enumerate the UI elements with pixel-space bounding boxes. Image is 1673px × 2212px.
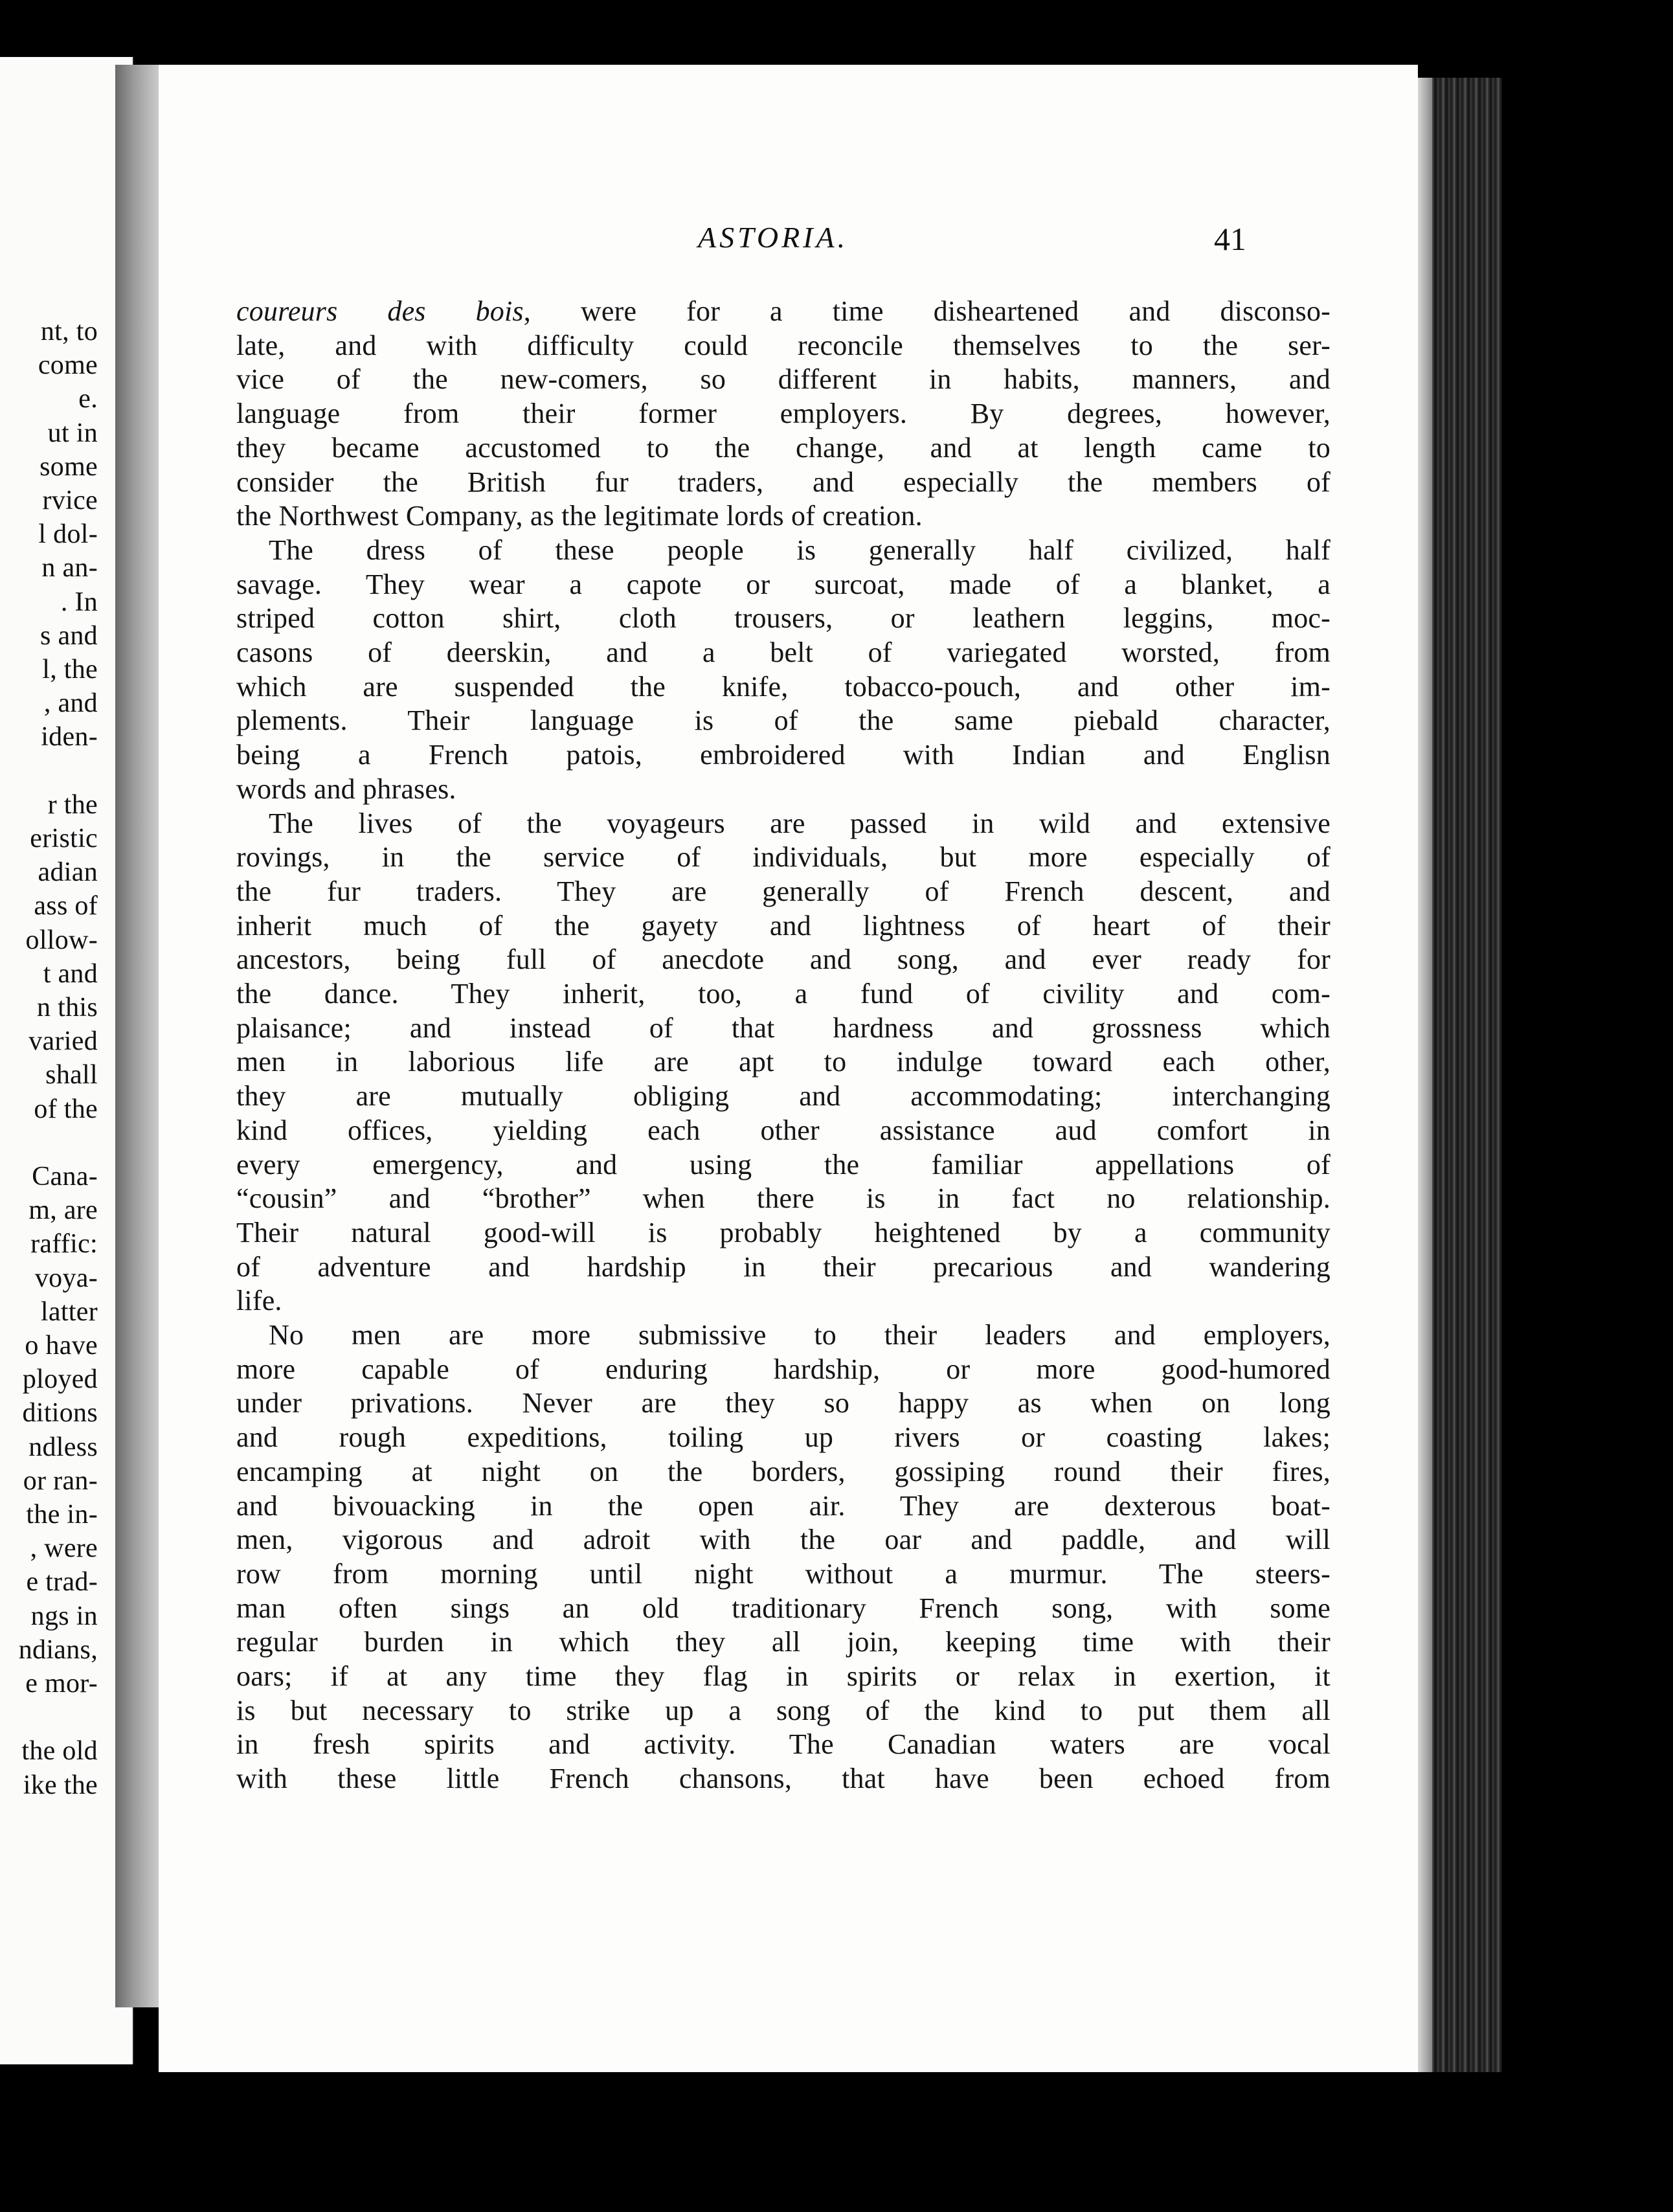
text-line: and bivouacking in the open air. They are dexterous boat-	[236, 1489, 1331, 1522]
text-line: which are suspended the knife, tobacco-pouch, and other im-	[236, 670, 1331, 703]
text-line: vice of the new-comers, so different in habits, manners, and	[236, 363, 1331, 396]
page-gutter-shadow	[115, 65, 161, 2007]
text-line: with these little French chansons, that have been echoed from	[236, 1763, 1331, 1795]
running-head	[236, 220, 1246, 272]
text-line: consider the British fur traders, and especially the members of	[236, 466, 1331, 498]
previous-page-line: e trad-	[26, 1567, 98, 1597]
previous-page-line: n this	[37, 993, 98, 1022]
previous-page	[0, 57, 134, 2064]
page-number: 41	[1214, 221, 1246, 257]
text-line: plements. Their language is of the same piebald character,	[236, 705, 1331, 737]
text-line: they are mutually obliging and accommodating; interchanging	[236, 1080, 1331, 1112]
previous-page-line: shall	[45, 1060, 98, 1090]
previous-page-line: or ran-	[23, 1465, 98, 1496]
book-page	[159, 65, 1418, 2072]
text-line: words and phrases.	[236, 773, 456, 805]
text-line: men in laborious life are apt to indulge toward each other,	[236, 1046, 1331, 1078]
text-line: under privations. Never are they so happy as when on long	[236, 1387, 1331, 1419]
previous-page-line: , were	[30, 1533, 98, 1564]
previous-page-line: o have	[25, 1331, 98, 1360]
previous-page-line: varied	[28, 1026, 98, 1057]
text-line: more capable of enduring hardship, or more good-humored	[236, 1353, 1331, 1385]
text-line: striped cotton shirt, cloth trousers, or leathern leggins, moc-	[236, 602, 1331, 635]
previous-page-line: iden-	[41, 722, 98, 752]
text-line: being a French patois, embroidered with Indian and Englisn	[236, 739, 1331, 771]
text-line: man often sings an old traditionary French song, with some	[236, 1592, 1331, 1624]
page-edge-highlight	[1418, 78, 1432, 2072]
text-line: rovings, in the service of individuals, but more especially of	[236, 841, 1331, 874]
text-line: The lives of the voyageurs are passed in wild and extensive	[269, 807, 1331, 839]
text-line: coureurs des bois, were for a time disheartened and disconso-	[236, 295, 1331, 327]
previous-page-line: e.	[78, 384, 98, 414]
text-line: kind offices, yielding each other assistance aud comfort in	[236, 1114, 1331, 1146]
text-line: “cousin” and “brother” when there is in fact no relationship.	[236, 1182, 1331, 1215]
previous-page-line: come	[38, 350, 98, 381]
previous-page-line: of the	[34, 1094, 98, 1124]
previous-page-line: ndless	[28, 1432, 98, 1462]
text-line: savage. They wear a capote or surcoat, made of a blanket, a	[236, 568, 1331, 600]
text-line: in fresh spirits and activity. The Canadian waters are vocal	[236, 1728, 1331, 1761]
previous-page-line: l dol-	[38, 519, 98, 550]
text-line: life.	[236, 1285, 282, 1317]
running-title: ASTORIA.	[698, 221, 849, 254]
previous-page-line: ike the	[23, 1770, 98, 1800]
previous-page-line: n an-	[41, 553, 98, 583]
previous-page-line: ass of	[34, 891, 98, 921]
text-line: of adventure and hardship in their precarious and wandering	[236, 1250, 1331, 1283]
text-line: language from their former employers. By degrees, however,	[236, 398, 1331, 430]
text-line: they became accustomed to the change, and at length came to	[236, 431, 1331, 464]
previous-page-line: the old	[21, 1736, 98, 1766]
previous-page-line: ut in	[47, 418, 98, 448]
previous-page-text	[0, 57, 133, 2064]
previous-page-line: r the	[47, 789, 98, 820]
previous-page-line: Cana-	[32, 1162, 98, 1191]
previous-page-line: some	[39, 451, 98, 482]
previous-page-line: adian	[38, 857, 98, 888]
previous-page-line: t and	[43, 958, 98, 989]
text-line: the Northwest Company, as the legitimate lords of creation.	[236, 500, 923, 532]
text-line: the dance. They inherit, too, a fund of civility and com-	[236, 978, 1331, 1010]
previous-page-line: nt, to	[40, 317, 98, 346]
previous-page-line: raffic:	[30, 1229, 98, 1259]
text-line: is but necessary to strike up a song of the kind to put them all	[236, 1694, 1331, 1726]
previous-page-line: ollow-	[25, 925, 98, 955]
text-line: Their natural good-will is probably heightened by a community	[236, 1216, 1331, 1248]
text-line: No men are more submissive to their leaders and employers,	[269, 1319, 1331, 1351]
previous-page-line: , and	[43, 688, 98, 719]
previous-page-line: voya-	[34, 1263, 98, 1293]
previous-page-line: ployed	[22, 1364, 98, 1395]
text-line: The dress of these people is generally half civilized, half	[269, 534, 1331, 566]
text-line: and rough expeditions, toiling up rivers or coasting lakes;	[236, 1421, 1331, 1454]
text-line: ancestors, being full of anecdote and song, and ever ready for	[236, 943, 1331, 976]
previous-page-line: s and	[40, 620, 98, 651]
text-line: regular burden in which they all join, keeping time with their	[236, 1626, 1331, 1658]
italic-phrase: coureurs des bois	[236, 295, 524, 327]
previous-page-line: eristic	[30, 824, 98, 853]
text-line: inherit much of the gayety and lightness of heart of their	[236, 909, 1331, 942]
text-line: plaisance; and instead of that hardness and grossness which	[236, 1011, 1331, 1044]
text-line: late, and with difficulty could reconcile themselves to the ser-	[236, 329, 1331, 361]
previous-page-line: l, the	[42, 655, 98, 684]
text-line: encamping at night on the borders, gossiping round their fires,	[236, 1455, 1331, 1487]
text-line: the fur traders. They are generally of French descent, and	[236, 875, 1331, 907]
previous-page-line: ditions	[22, 1398, 98, 1428]
text-line: every emergency, and using the familiar appellations of	[236, 1148, 1331, 1180]
text-line: row from morning until night without a murmur. The steers-	[236, 1557, 1331, 1590]
previous-page-line: . In	[60, 587, 98, 617]
text-line: casons of deerskin, and a belt of variegated worsted, from	[236, 637, 1331, 668]
previous-page-line: the in-	[26, 1500, 98, 1529]
previous-page-line: e mor-	[25, 1669, 98, 1699]
text-line: oars; if at any time they flag in spirits or relax in exertion, it	[236, 1660, 1331, 1692]
previous-page-line: rvice	[42, 486, 98, 515]
previous-page-line: ndians,	[18, 1634, 98, 1665]
previous-page-line: m, are	[28, 1195, 98, 1226]
previous-page-line: latter	[40, 1296, 98, 1327]
text-line: men, vigorous and adroit with the oar and paddle, and will	[236, 1524, 1331, 1556]
previous-page-line: ngs in	[30, 1601, 98, 1631]
